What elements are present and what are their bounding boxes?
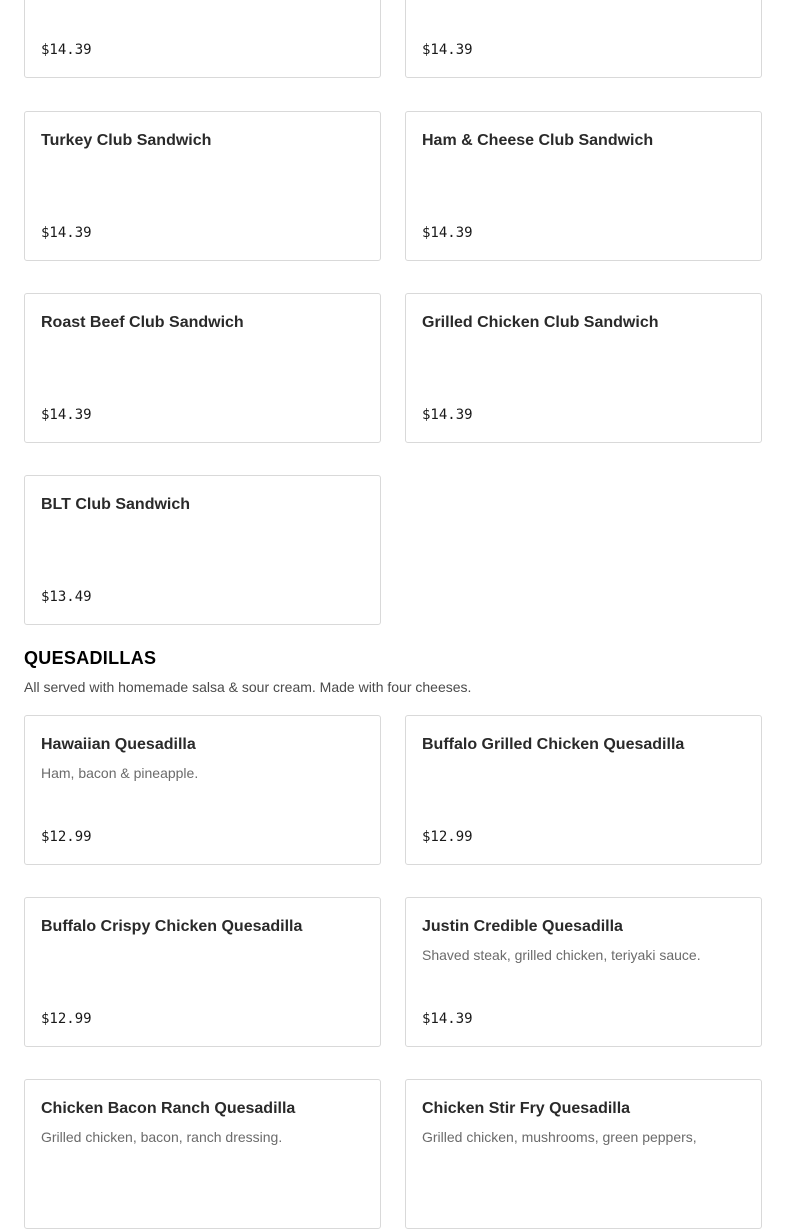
item-price: $14.39 [41, 42, 92, 58]
item-name: Chicken Bacon Ranch Quesadilla [41, 1100, 296, 1117]
item-price: $14.39 [422, 1011, 473, 1027]
item-name: Grilled Chicken Club Sandwich [422, 314, 659, 331]
item-description: Ham, bacon & pineapple. [41, 765, 199, 781]
item-name: Hawaiian Quesadilla [41, 736, 196, 753]
item-name: Roast Beef Club Sandwich [41, 314, 244, 331]
item-price: $12.99 [41, 829, 92, 845]
item-price: $12.99 [422, 829, 473, 845]
menu-item-card[interactable] [24, 715, 381, 865]
menu-item-card[interactable] [24, 293, 381, 443]
item-price: $12.99 [41, 1011, 92, 1027]
item-name: Justin Credible Quesadilla [422, 918, 623, 935]
item-price: $14.39 [41, 225, 92, 241]
item-price: $14.39 [422, 42, 473, 58]
menu-item-card[interactable] [405, 715, 762, 865]
menu-item-card[interactable] [24, 475, 381, 625]
section-title: QUESADILLAS [24, 648, 157, 668]
menu-item-card[interactable] [405, 111, 762, 261]
item-price: $13.49 [41, 589, 92, 605]
item-description: Grilled chicken, bacon, ranch dressing. [41, 1129, 283, 1145]
menu-item-card[interactable] [405, 0, 762, 78]
item-name: Buffalo Crispy Chicken Quesadilla [41, 918, 303, 935]
menu-item-card[interactable] [405, 1079, 762, 1229]
item-name: Ham & Cheese Club Sandwich [422, 132, 654, 149]
menu-item-card[interactable] [24, 1079, 381, 1229]
item-description: Shaved steak, grilled chicken, teriyaki sauce. [422, 947, 701, 963]
section-description: All served with homemade salsa & sour cream. Made with four cheeses. [24, 679, 472, 695]
menu-item-card[interactable] [24, 897, 381, 1047]
menu-item-card[interactable] [24, 111, 381, 261]
item-price: $14.39 [41, 407, 92, 423]
item-description: Grilled chicken, mushrooms, green peppers, [422, 1129, 697, 1145]
menu-item-card[interactable] [24, 0, 381, 78]
menu-item-card[interactable] [405, 293, 762, 443]
item-name: Chicken Stir Fry Quesadilla [422, 1100, 631, 1117]
item-price: $14.39 [422, 225, 473, 241]
item-name: Buffalo Grilled Chicken Quesadilla [422, 736, 685, 753]
menu-item-card[interactable] [405, 897, 762, 1047]
item-name: Turkey Club Sandwich [41, 132, 212, 149]
item-price: $14.39 [422, 407, 473, 423]
item-name: BLT Club Sandwich [41, 496, 191, 513]
